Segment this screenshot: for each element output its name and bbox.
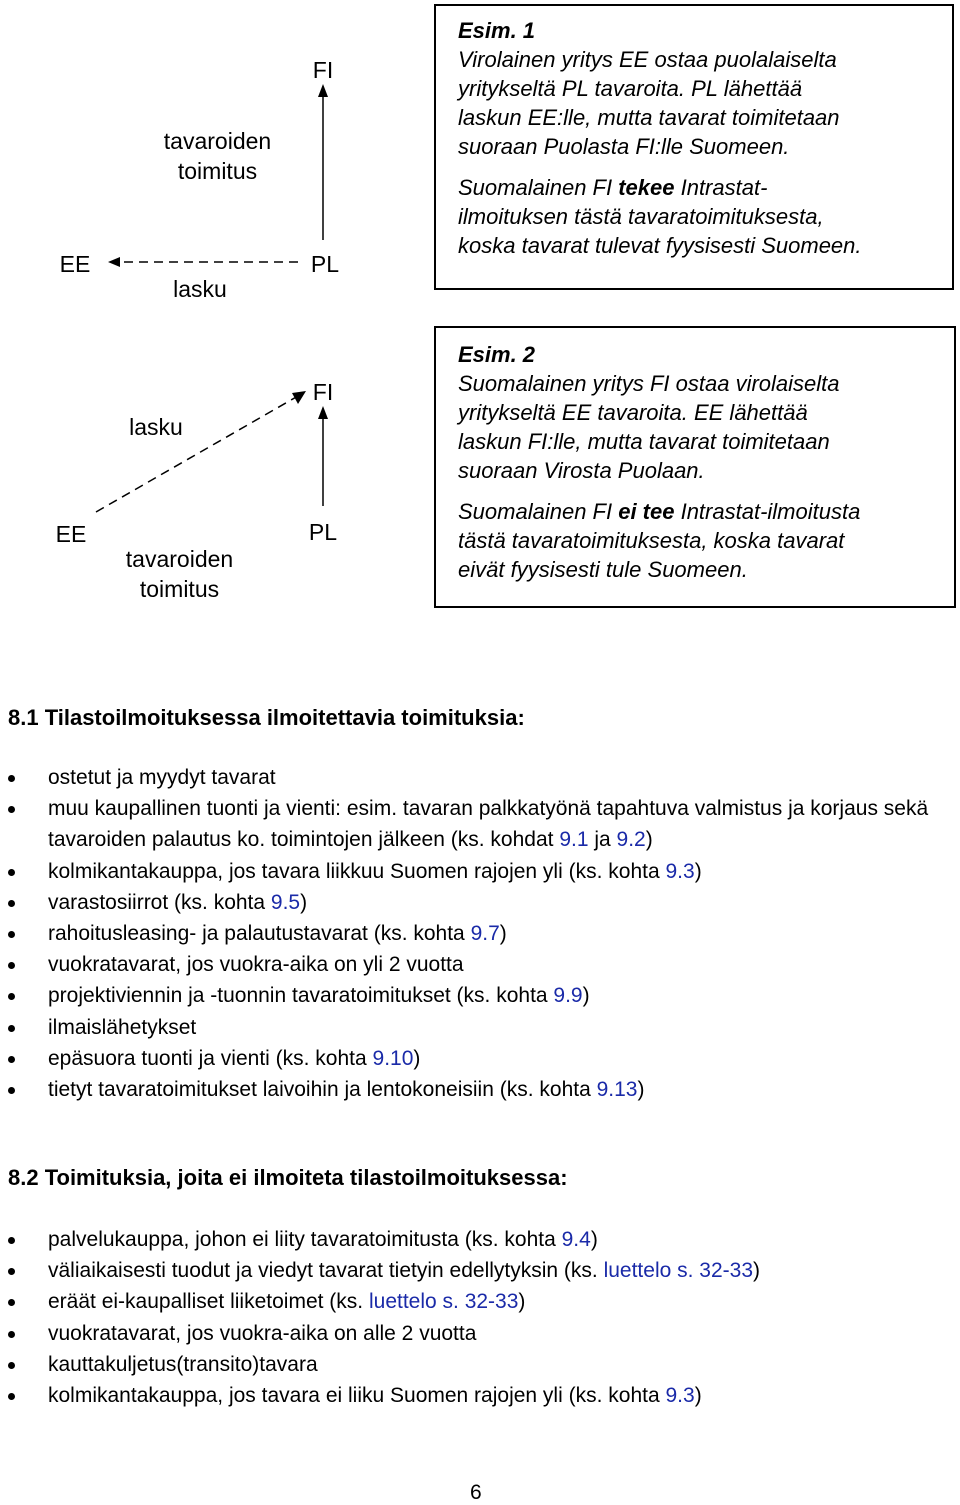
list-item: väliaikaisesti tuodut ja viedyt tavarat tietyin edellytyksin (ks. luettelo s. 32-33) xyxy=(0,1255,960,1286)
list-item: epäsuora tuonti ja vienti (ks. kohta 9.10) xyxy=(0,1043,960,1074)
example-1-box xyxy=(434,4,954,290)
section-reference-link[interactable]: 9.5 xyxy=(270,890,301,914)
node-pl-2: PL xyxy=(308,519,338,545)
catalog-reference-link[interactable]: luettelo s. 32-33 xyxy=(368,1290,519,1314)
example-2-note-bold: ei tee xyxy=(618,499,675,524)
example-1-line: yritykseltä PL tavaroita. PL lähettää xyxy=(458,76,803,101)
list-item: ostetut ja myydyt tavarat xyxy=(0,762,960,793)
node-pl-1: PL xyxy=(310,251,340,277)
catalog-reference-link[interactable]: luettelo s. 32-33 xyxy=(603,1259,754,1283)
example-2-line: yritykseltä EE tavaroita. EE lähettää xyxy=(458,400,808,425)
node-ee-2: EE xyxy=(55,521,87,547)
invoice-label-2: lasku xyxy=(129,414,183,440)
delivery-label-1-line2: toimitus xyxy=(177,158,258,184)
list-item: tietyt tavaratoimitukset laivoihin ja lentokoneisiin (ks. kohta 9.13) xyxy=(0,1074,960,1105)
example-2-line: suoraan Virosta Puolaan. xyxy=(458,458,705,483)
example-2-note-line: tästä tavaratoimituksesta, koska tavarat xyxy=(458,528,845,553)
example-1-note-line: ilmoituksen tästä tavaratoimituksesta, xyxy=(458,204,824,229)
example-1-note-line: koska tavarat tulevat fyysisesti Suomeen. xyxy=(458,233,862,258)
section-reference-link[interactable]: 9.9 xyxy=(553,984,583,1008)
example-2-heading: Esim. 2 xyxy=(458,342,536,367)
section-reference-link[interactable]: 9.10 xyxy=(372,1046,414,1070)
list-item: varastosiirrot (ks. kohta 9.5) xyxy=(0,887,960,918)
example-2-note-line: eivät fyysisesti tule Suomeen. xyxy=(458,557,748,582)
section-reference-link[interactable]: 9.3 xyxy=(665,859,695,883)
example-1-note-rest: Intrastat- xyxy=(674,175,768,200)
list-item: kauttakuljetus(transito)tavara xyxy=(0,1349,960,1380)
example-1-note-bold: tekee xyxy=(618,175,675,200)
example-2-note-prefix: Suomalainen FI xyxy=(458,499,619,524)
page-number: 6 xyxy=(470,1481,482,1504)
node-ee-1: EE xyxy=(59,251,91,277)
example-1-heading: Esim. 1 xyxy=(458,18,536,43)
example-2-line: laskun FI:lle, mutta tavarat toimitetaan xyxy=(458,429,830,454)
list-item: palvelukauppa, johon ei liity tavaratoimitusta (ks. kohta 9.4) xyxy=(0,1224,960,1255)
example-2-box xyxy=(434,326,956,608)
node-fi-1: FI xyxy=(312,57,334,83)
arrowhead-to-fi xyxy=(318,84,328,97)
list-item: vuokratavarat, jos vuokra-aika on alle 2 vuotta xyxy=(0,1318,960,1349)
example-1-note xyxy=(458,173,934,202)
section-8-2-list xyxy=(0,1224,960,1411)
section-reference-link[interactable]: 9.13 xyxy=(596,1078,638,1102)
list-item: kolmikantakauppa, jos tavara ei liiku Suomen rajojen yli (ks. kohta 9.3) xyxy=(0,1380,960,1411)
delivery-label-1 xyxy=(150,126,285,186)
list-item: projektiviennin ja -tuonnin tavaratoimitukset (ks. kohta 9.9) xyxy=(0,980,960,1011)
example-2-note xyxy=(458,497,936,526)
example-2-line: Suomalainen yritys FI ostaa virolaiselta xyxy=(458,371,840,396)
section-reference-link[interactable]: 9.1 xyxy=(559,828,589,852)
section-8-2-title: 8.2 Toimituksia, joita ei ilmoiteta tilastoilmoituksessa: xyxy=(8,1165,568,1190)
section-8-1-list xyxy=(0,762,960,1105)
section-reference-link[interactable]: 9.7 xyxy=(470,922,500,946)
section-reference-link[interactable]: 9.3 xyxy=(665,1384,695,1408)
section-reference-link[interactable]: 9.2 xyxy=(616,828,646,852)
list-item: kolmikantakauppa, jos tavara liikkuu Suomen rajojen yli (ks. kohta 9.3) xyxy=(0,856,960,887)
invoice-label-1: lasku xyxy=(173,276,227,302)
delivery-label-2-line1: tavaroiden xyxy=(125,546,234,572)
delivery-label-2 xyxy=(112,544,247,604)
list-item: eräät ei-kaupalliset liiketoimet (ks. luettelo s. 32-33) xyxy=(0,1286,960,1317)
list-item: muu kaupallinen tuonti ja vienti: esim. tavaran palkkatyönä tapahtuva valmistus ja korjaus sekä tavaroiden palautus ko. toimintojen jälkeen (ks. kohdat 9.1 ja 9.2) xyxy=(0,793,960,855)
list-item: vuokratavarat, jos vuokra-aika on yli 2 vuotta xyxy=(0,949,960,980)
example-1-note-prefix: Suomalainen FI xyxy=(458,175,619,200)
example-1-line: suoraan Puolasta FI:lle Suomeen. xyxy=(458,134,790,159)
example-1-line: Virolainen yritys EE ostaa puolalaiselta xyxy=(458,47,837,72)
example-1-line: laskun EE:lle, mutta tavarat toimitetaan xyxy=(458,105,840,130)
delivery-label-1-line1: tavaroiden xyxy=(163,128,272,154)
arrowhead-to-ee xyxy=(108,257,120,267)
node-fi-2: FI xyxy=(312,379,334,405)
list-item: ilmaislähetykset xyxy=(0,1012,960,1043)
section-reference-link[interactable]: 9.4 xyxy=(561,1228,591,1251)
section-8-1-title: 8.1 Tilastoilmoituksessa ilmoitettavia toimituksia: xyxy=(8,705,525,730)
list-item: rahoitusleasing- ja palautustavarat (ks. kohta 9.7) xyxy=(0,918,960,949)
arrowhead-to-fi-2 xyxy=(318,406,328,419)
example-2-note-rest: Intrastat-ilmoitusta xyxy=(674,499,861,524)
delivery-label-2-line2: toimitus xyxy=(139,576,220,602)
